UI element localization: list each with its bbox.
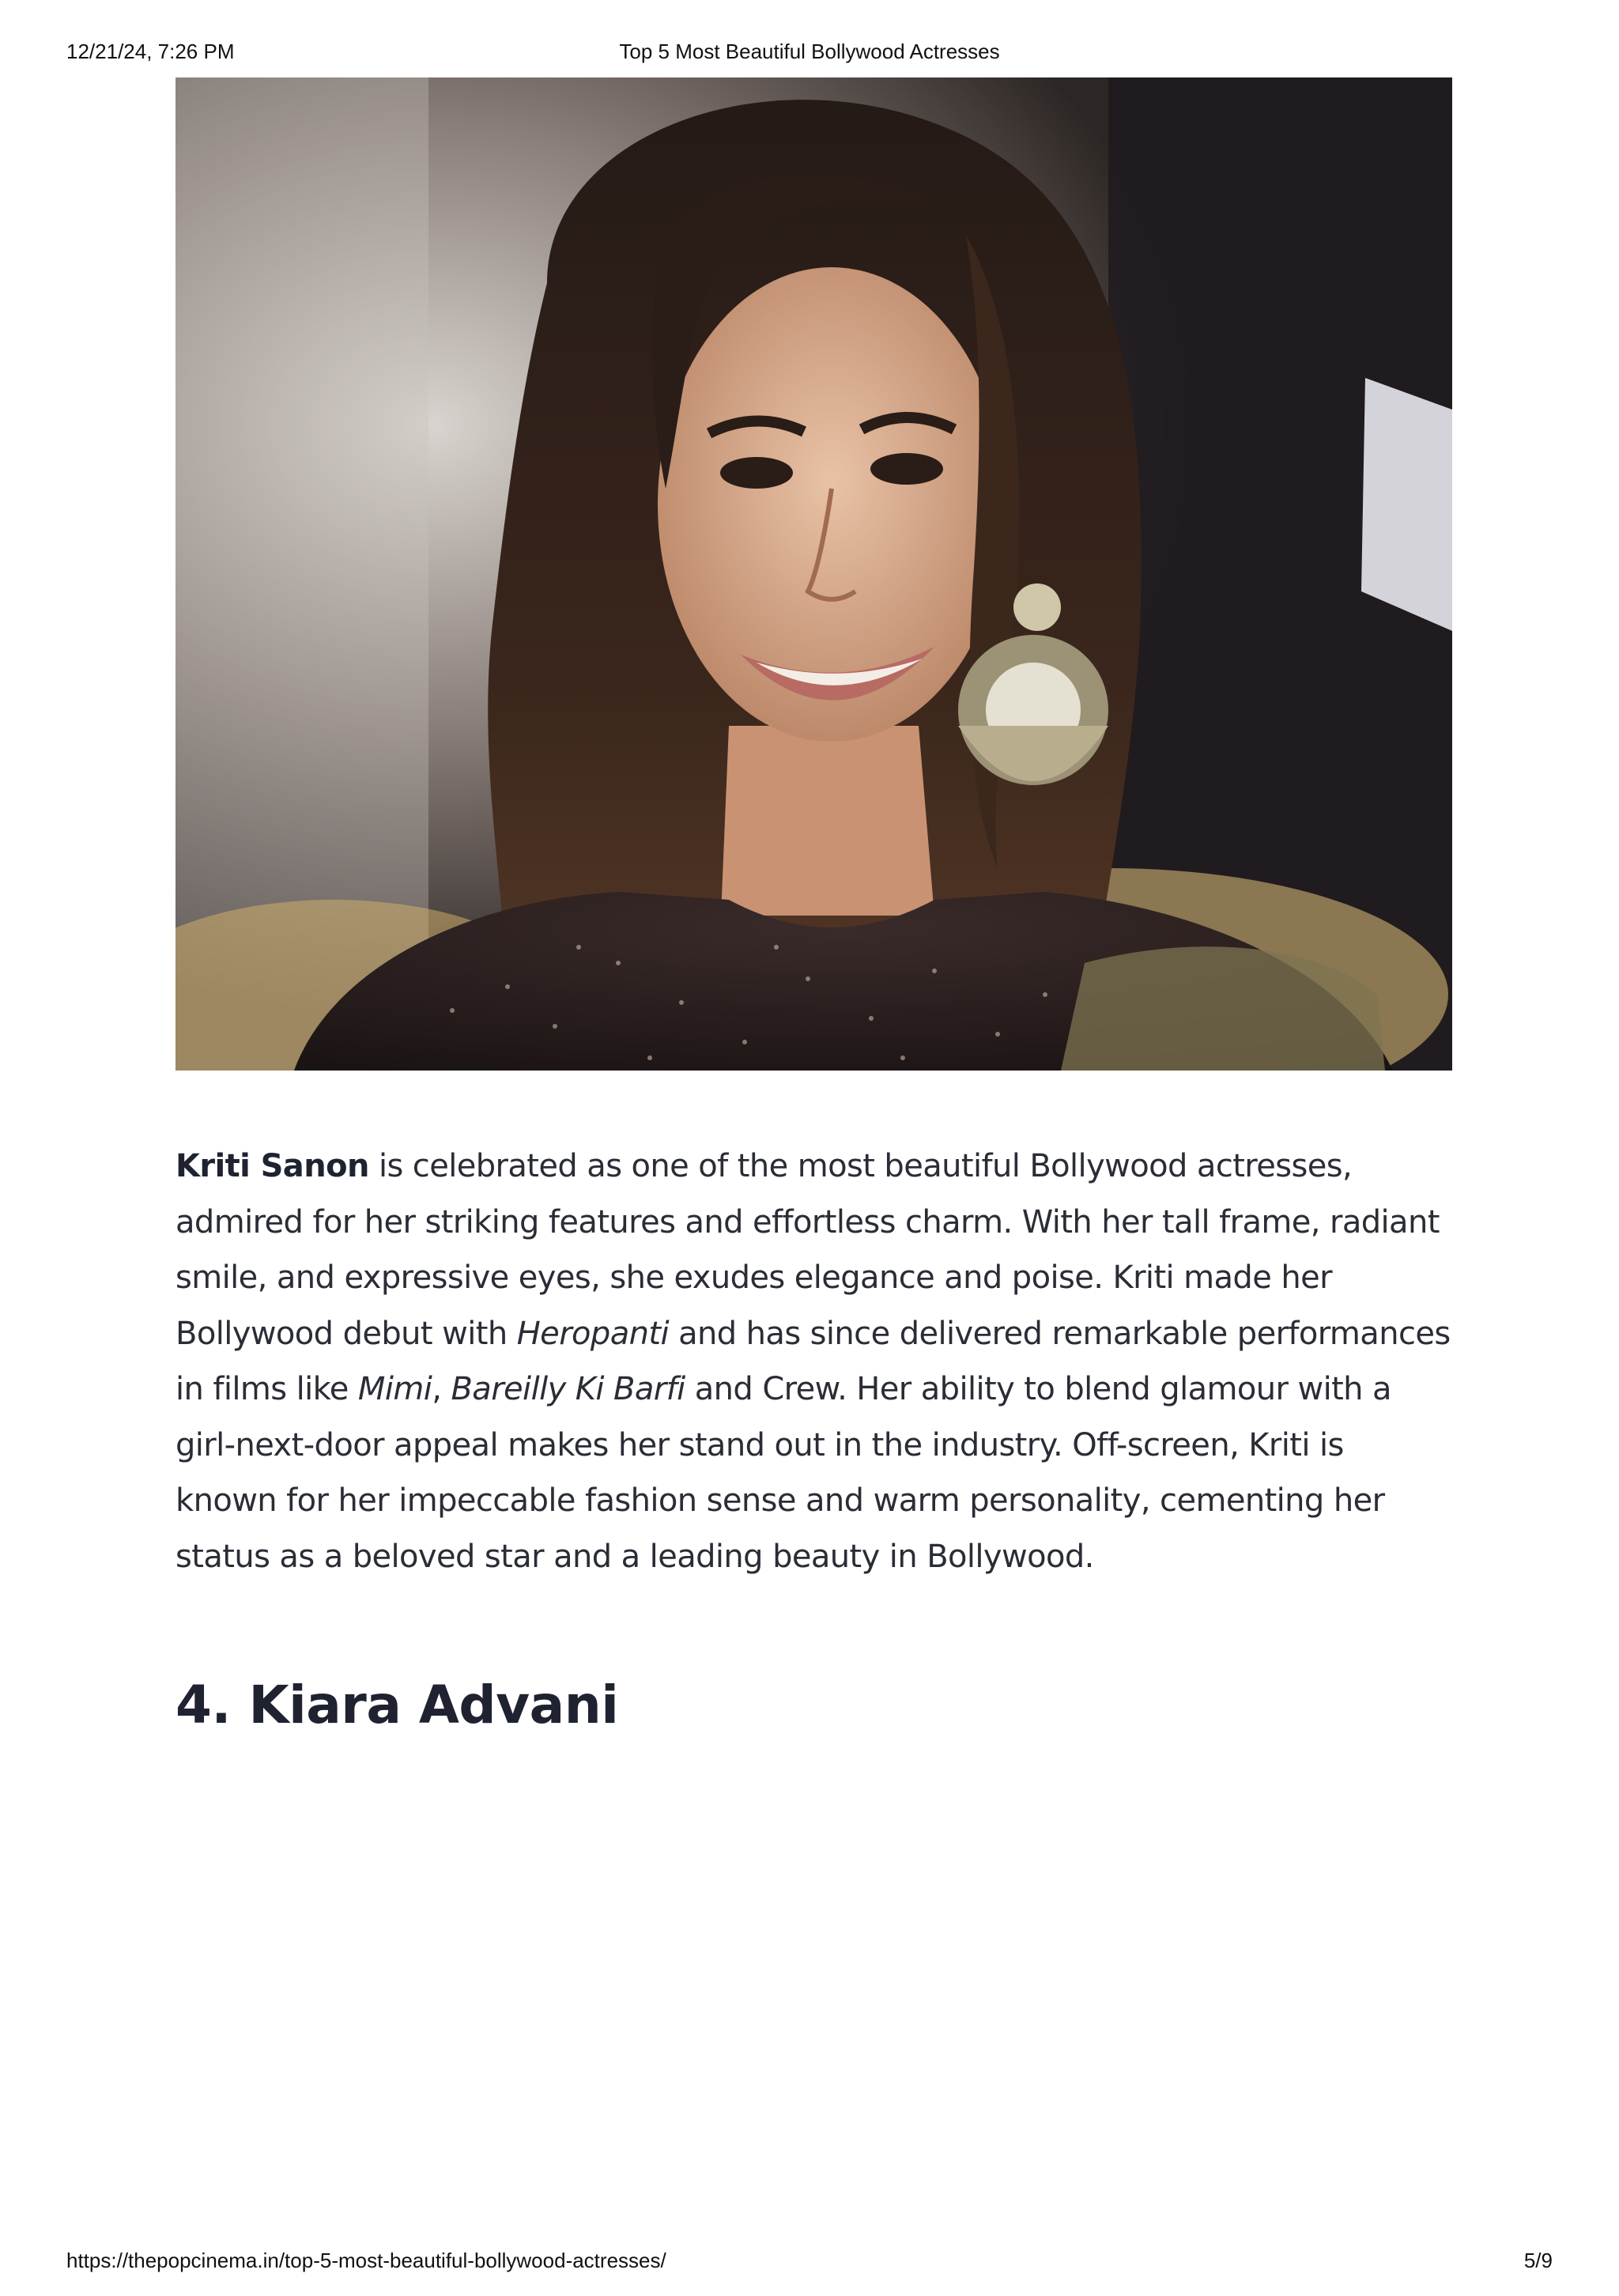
film-title: Bareilly Ki Barfi xyxy=(451,1371,685,1407)
print-datetime: 12/21/24, 7:26 PM xyxy=(66,40,235,63)
print-footer xyxy=(0,2249,1619,2296)
paragraph-text: , xyxy=(432,1371,451,1407)
article-body xyxy=(175,1139,1452,1584)
article-hero-image xyxy=(175,77,1452,1071)
article-paragraph xyxy=(175,1139,1452,1584)
film-title: Heropanti xyxy=(516,1315,669,1352)
film-title: Mimi xyxy=(357,1371,432,1407)
print-page-number: 5/9 xyxy=(1523,2249,1553,2272)
paragraph-text: and has since delivered remarkable performances in films like xyxy=(175,1315,1451,1407)
paragraph-text: is celebrated as one of the most beautiful Bollywood actresses, admired for her striking features and effortless charm. With her tall frame, radiant smile, and expressive eyes, she exudes elegance and poise. Kriti made her Bollywood debut with xyxy=(175,1148,1440,1352)
actress-name: Kriti Sanon xyxy=(175,1148,369,1184)
print-header xyxy=(0,40,1619,71)
section-heading: 4. Kiara Advani xyxy=(175,1675,619,1735)
portrait-photo xyxy=(175,77,1452,1071)
paragraph-text: and Crew. Her ability to blend glamour with a girl-next-door appeal makes her stand out in the industry. Off-screen, Kriti is known for her impeccable fashion sense and warm personality, cementing her status as a beloved star and a leading beauty in Bollywood. xyxy=(175,1371,1391,1575)
print-document-title: Top 5 Most Beautiful Bollywood Actresses xyxy=(619,40,1000,63)
print-url: https://thepopcinema.in/top-5-most-beautiful-bollywood-actresses/ xyxy=(66,2249,666,2272)
